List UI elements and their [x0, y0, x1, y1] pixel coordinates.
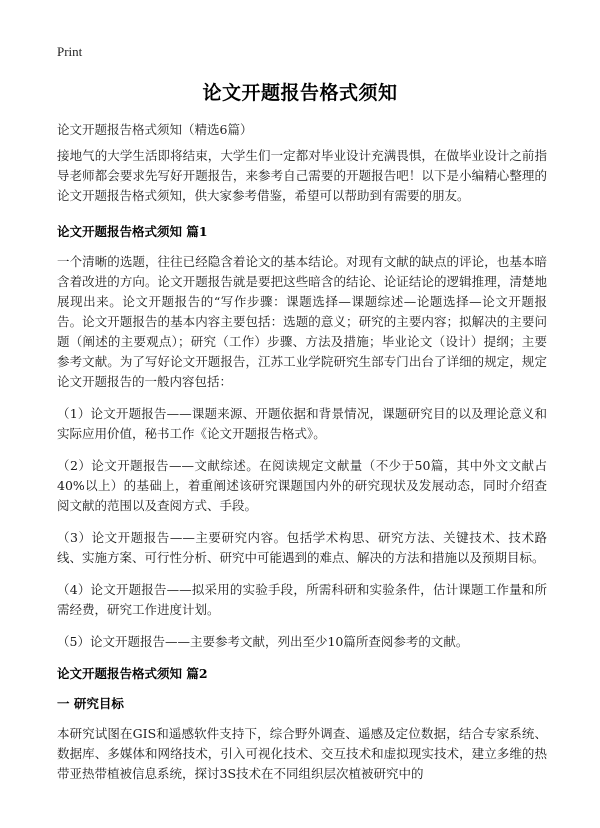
- paragraph: 一个清晰的选题，往往已经隐含着论文的基本结论。对现有文献的缺点的评论，也基本暗含着改进的方向。论文开题报告就是要把这些暗含的结论、论证结论的逻辑推理，清楚地展现出来。论文开题报告的“写作步骤：课题选择—课题综述—论题选择—论文开题报告。论文开题报告的基本内容主要包括：选题的意义；研究的主要内容；拟解决的主要问题（阐述的主要观点）；研究（工作）步骤、方法及措施；毕业论文（设计）提纲；主要参考文献。为了写好论文开题报告，江苏工业学院研究生部专门出台了详细的规定，规定论文开题报告的一般内容包括：: [57, 254, 547, 389]
- subsection-heading: 一 研究目标: [57, 696, 124, 711]
- paragraph: （2）论文开题报告——文献综述。在阅读规定文献量（不少于50篇，其中外文文献占40%以上）的基础上，着重阐述该研究课题国内外的研究现状及发展动态，同时介绍查阅文献的范围以及查阅方式、手段。: [57, 458, 547, 513]
- article-body: [57, 146, 547, 796]
- paragraph: （5）论文开题报告——主要参考文献，列出至少10篇所查阅参考的文献。: [57, 634, 469, 649]
- page-subtitle: 论文开题报告格式须知（精选6篇）: [57, 122, 253, 137]
- paragraph: （1）论文开题报告——课题来源、开题依据和背景情况，课题研究目的以及理论意义和实际应用价值，秘书工作《论文开题报告格式》。: [57, 406, 547, 441]
- intro-paragraph: 接地气的大学生活即将结束，大学生们一定都对毕业设计充满畏惧，在做毕业设计之前指导老师都会要求先写好开题报告，来参考自己需要的开题报告吧！以下是小编精心整理的论文开题报告格式须知，供大家参考借鉴，希望可以帮助到有需要的朋友。: [57, 148, 547, 203]
- paragraph: （3）论文开题报告——主要研究内容。包括学术构思、研究方法、关键技术、技术路线、实施方案、可行性分析、研究中可能遇到的难点、解决的方法和措施以及预期目标。: [57, 530, 547, 565]
- paragraph: （4）论文开题报告——拟采用的实验手段，所需科研和实验条件，估计课题工作量和所需经费，研究工作进度计划。: [57, 582, 547, 617]
- paragraph: 本研究试图在GIS和遥感软件支持下，综合野外调查、遥感及定位数据，结合专家系统、数据库、多媒体和网络技术，引入可视化技术、交互技术和虚拟现实技术，建立多维的热带亚热带植被信息系统，探讨3S技术在不同组织层次植被研究中的: [57, 726, 547, 781]
- page-title: 论文开题报告格式须知: [202, 82, 398, 104]
- section-heading-2: 论文开题报告格式须知 篇2: [57, 666, 208, 681]
- section-heading-1: 论文开题报告格式须知 篇1: [57, 224, 208, 239]
- print-link[interactable]: Print: [57, 44, 83, 59]
